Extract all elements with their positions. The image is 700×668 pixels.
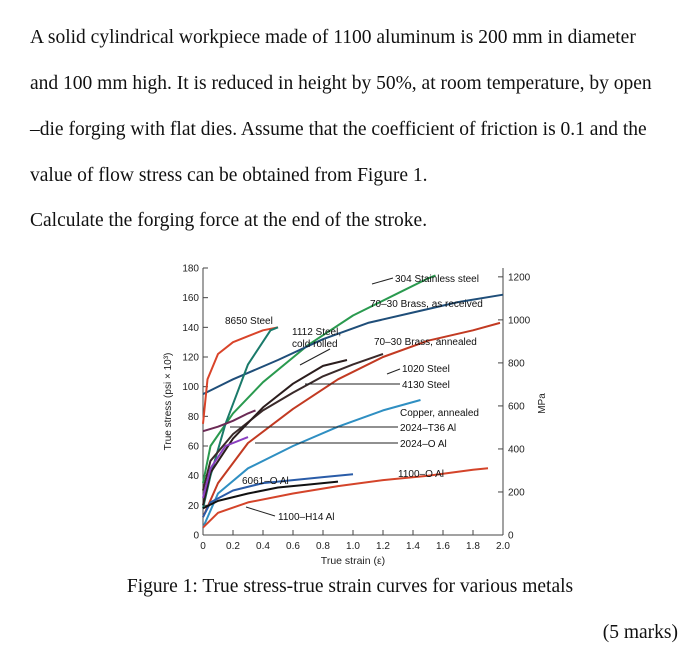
x-tick-label: 1.0 <box>346 541 360 552</box>
curve-label: 2024–T36 Al <box>400 423 457 434</box>
label-leader <box>387 369 400 374</box>
curve-label: 8650 Steel <box>225 316 273 327</box>
marks-label: (5 marks) <box>602 622 678 643</box>
y-tick-label: 60 <box>187 441 199 453</box>
x-tick-label: 0.2 <box>226 541 240 552</box>
x-tick-label: 1.2 <box>376 541 390 552</box>
curve-label: cold rolled <box>292 339 338 350</box>
chart-curves <box>203 275 503 527</box>
curve-label: 1020 Steel <box>402 364 450 375</box>
curve-label: 1100–O Al <box>398 469 444 480</box>
x-axis-label: True strain (ε) <box>320 555 386 567</box>
x-tick-label: 2.0 <box>496 541 510 552</box>
label-leader <box>372 278 393 284</box>
chart-labels <box>225 274 483 523</box>
question-line-1: A solid cylindrical workpiece made of 1100 aluminum is 200 mm in diameter <box>30 27 636 48</box>
label-leader <box>300 349 330 365</box>
curve-label: 1112 Steel, <box>292 327 342 338</box>
y-tick-label: 20 <box>187 500 199 512</box>
y-right-tick-label: 1000 <box>508 315 531 327</box>
y-right-tick-label: 600 <box>508 401 525 413</box>
y-tick-label: 100 <box>182 382 199 394</box>
x-tick-label: 1.4 <box>406 541 420 552</box>
y-right-tick-label: 400 <box>508 444 525 456</box>
label-leader <box>246 507 275 516</box>
chart-axes <box>163 264 548 568</box>
curve-label: 70–30 Brass, annealed <box>374 337 477 348</box>
curve-label: Copper, annealed <box>400 408 479 419</box>
curve-label: 304 Stainless steel <box>395 274 479 285</box>
y-tick-label: 80 <box>187 411 199 423</box>
y-right-tick-label: 200 <box>508 487 525 499</box>
question-line-2: and 100 mm high. It is reduced in height by 50%, at room temperature, by open <box>30 73 652 94</box>
figure-caption: Figure 1: True stress-true strain curves for various metals <box>126 576 574 597</box>
y-tick-label: 140 <box>182 322 199 334</box>
question-line-3: –die forging with flat dies. Assume that the coefficient of friction is 0.1 and the <box>30 119 647 140</box>
x-tick-label: 0.8 <box>316 541 330 552</box>
curve-label: 4130 Steel <box>402 380 450 391</box>
y-right-tick-label: 800 <box>508 358 525 370</box>
x-tick-label: 0.6 <box>286 541 300 552</box>
curve-label: 70–30 Brass, as received <box>370 299 483 310</box>
curve-label: 1100–H14 Al <box>278 512 335 523</box>
y-tick-label: 160 <box>182 293 199 305</box>
y-tick-label: 40 <box>187 471 199 483</box>
x-tick-label: 1.8 <box>466 541 480 552</box>
y-axis-right-label: MPa <box>537 393 548 414</box>
x-tick-label: 0.4 <box>256 541 270 552</box>
y-right-tick-label: 0 <box>508 530 514 542</box>
question-task: Calculate the forging force at the end of the stroke. <box>30 210 428 231</box>
x-tick-label: 0 <box>200 541 206 552</box>
curve-label: 6061–O Al <box>242 476 289 487</box>
y-tick-label: 120 <box>182 352 199 364</box>
y-tick-label: 0 <box>193 530 199 542</box>
curve-label: 2024–O Al <box>400 439 447 450</box>
question-line-4: value of flow stress can be obtained from Figure 1. <box>30 165 428 186</box>
y-axis-label: True stress (psi × 10³) <box>163 352 174 451</box>
y-right-tick-label: 1200 <box>508 272 531 284</box>
y-tick-label: 180 <box>182 263 199 275</box>
curve-70-30-brass-annealed <box>203 323 500 517</box>
x-tick-label: 1.6 <box>436 541 450 552</box>
